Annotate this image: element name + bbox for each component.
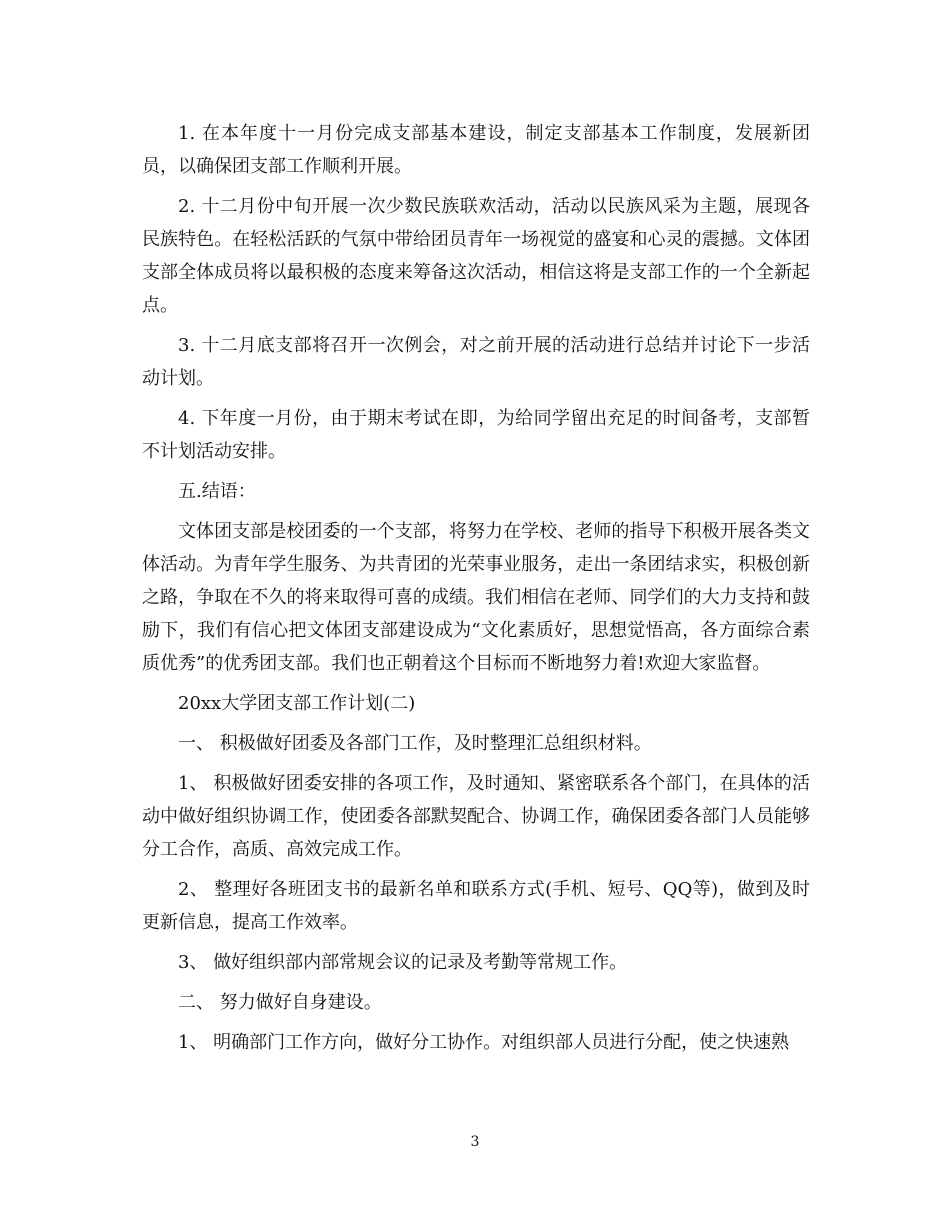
paragraph-plan-item-4: 4. 下年度一月份，由于期末考试在即，为给同学留出充足的时间备考，支部暂不计划活动安排。	[142, 408, 810, 462]
page-number: 3	[470, 1134, 480, 1150]
paragraph-section-one-item-3: 3、 做好组织部内部常规会议的记录及考勤等常规工作。	[178, 952, 628, 973]
paragraph-section-two-item-1: 1、 明确部门工作方向，做好分工协作。对组织部人员进行分配，使之快速熟	[178, 1032, 790, 1053]
document-body	[142, 117, 810, 1066]
paragraph-plan-item-1: 1. 在本年度十一月份完成支部基本建设，制定支部基本工作制度，发展新团员，以确保团支部工作顺利开展。	[142, 123, 810, 177]
paragraph-plan-item-2: 2. 十二月份中旬开展一次少数民族联欢活动，活动以民族风采为主题，展现各民族特色。在轻松活跃的气氛中带给团员青年一场视觉的盛宴和心灵的震撼。文体团支部全体成员将以最积极的态度来筹备这次活动，相信这将是支部工作的一个全新起点。	[142, 196, 810, 316]
paragraph-plan-item-3: 3. 十二月底支部将召开一次例会，对之前开展的活动进行总结并讨论下一步活动计划。	[142, 335, 810, 389]
document-subtitle: 20xx大学团支部工作计划(二)	[178, 693, 416, 714]
paragraph-section-one-item-1: 1、 积极做好团委安排的各项工作，及时通知、紧密联系各个部门，在具体的活动中做好组织协调工作，使团委各部默契配合、协调工作，确保团委各部门人员能够分工合作，高质、高效完成工作。	[142, 773, 810, 860]
section-heading-conclusion: 五.结语：	[178, 481, 256, 502]
section-heading-two: 二、 努力做好自身建设。	[178, 992, 382, 1013]
paragraph-section-one-item-2: 2、 整理好各班团支书的最新名单和联系方式(手机、短号、QQ等)，做到及时更新信息，提高工作效率。	[142, 879, 810, 933]
section-heading-one: 一、 积极做好团委及各部门工作，及时整理汇总组织材料。	[178, 733, 652, 754]
paragraph-conclusion: 文体团支部是校团委的一个支部，将努力在学校、老师的指导下积极开展各类文体活动。为青年学生服务、为共青团的光荣事业服务，走出一条团结求实，积极创新之路，争取在不久的将来取得可喜的成绩。我们相信在老师、同学们的大力支持和鼓励下，我们有信心把文体团支部建设成为“文化素质好，思想觉悟高，各方面综合素质优秀”的优秀团支部。我们也正朝着这个目标而不断地努力着!欢迎大家监督。	[142, 521, 810, 674]
